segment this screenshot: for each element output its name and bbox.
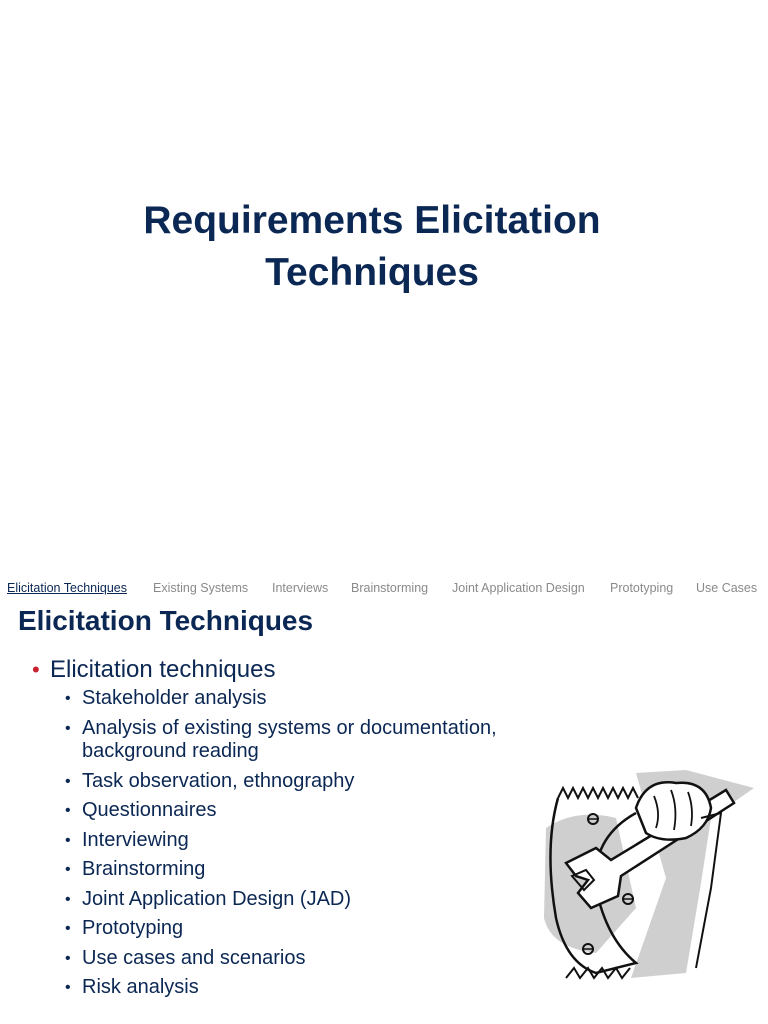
nav-link-prototyping[interactable]: Prototyping bbox=[610, 581, 674, 595]
list-item: • Analysis of existing systems or documentation, background reading bbox=[65, 716, 497, 762]
main-title-line2: Techniques bbox=[265, 251, 479, 294]
list-item: • Interviewing bbox=[65, 828, 189, 851]
bullet-level1-text: Elicitation techniques bbox=[50, 656, 276, 683]
nav-link-existing-systems[interactable]: Existing Systems bbox=[153, 581, 249, 595]
bullet-icon: • bbox=[65, 949, 71, 967]
bullet-icon: • bbox=[65, 690, 71, 707]
slide-nav-bar bbox=[0, 578, 768, 598]
nav-link-joint-application-design[interactable]: Joint Application Design bbox=[452, 581, 585, 595]
list-item: • Use cases and scenarios bbox=[65, 946, 306, 969]
list-item: • Risk analysis bbox=[65, 976, 199, 998]
nav-link-interviews[interactable]: Interviews bbox=[272, 581, 329, 595]
list-item: • Brainstorming bbox=[65, 858, 206, 880]
bullet-icon: • bbox=[65, 802, 71, 819]
list-item: • Questionnaires bbox=[65, 799, 217, 821]
main-title-line1: Requirements Elicitation bbox=[143, 199, 601, 242]
red-bullet-icon: • bbox=[32, 657, 40, 682]
bullet-icon: • bbox=[65, 719, 71, 737]
nav-link-use-cases[interactable]: Use Cases bbox=[696, 581, 758, 595]
nav-link-elicitation-techniques[interactable]: Elicitation Techniques bbox=[7, 581, 127, 595]
list-item: • Task observation, ethnography bbox=[65, 769, 355, 792]
section-title: Elicitation Techniques bbox=[18, 605, 314, 636]
bullet-level1 bbox=[32, 655, 552, 685]
nav-link-brainstorming[interactable]: Brainstorming bbox=[351, 581, 429, 595]
bullet-icon: • bbox=[65, 979, 71, 996]
list-item: • Stakeholder analysis bbox=[65, 687, 267, 709]
subbullet-list bbox=[32, 687, 552, 1000]
bullet-icon: • bbox=[65, 861, 71, 878]
bullet-icon: • bbox=[65, 920, 71, 937]
list-item: • Prototyping bbox=[65, 917, 184, 939]
bullet-icon: • bbox=[65, 831, 71, 849]
wrench-gear-icon bbox=[536, 768, 756, 988]
bullet-icon: • bbox=[65, 772, 71, 790]
bullet-icon: • bbox=[65, 890, 71, 908]
bullet-list bbox=[32, 655, 552, 1006]
main-title bbox=[84, 195, 660, 299]
list-item: • Joint Application Design (JAD) bbox=[65, 887, 352, 910]
